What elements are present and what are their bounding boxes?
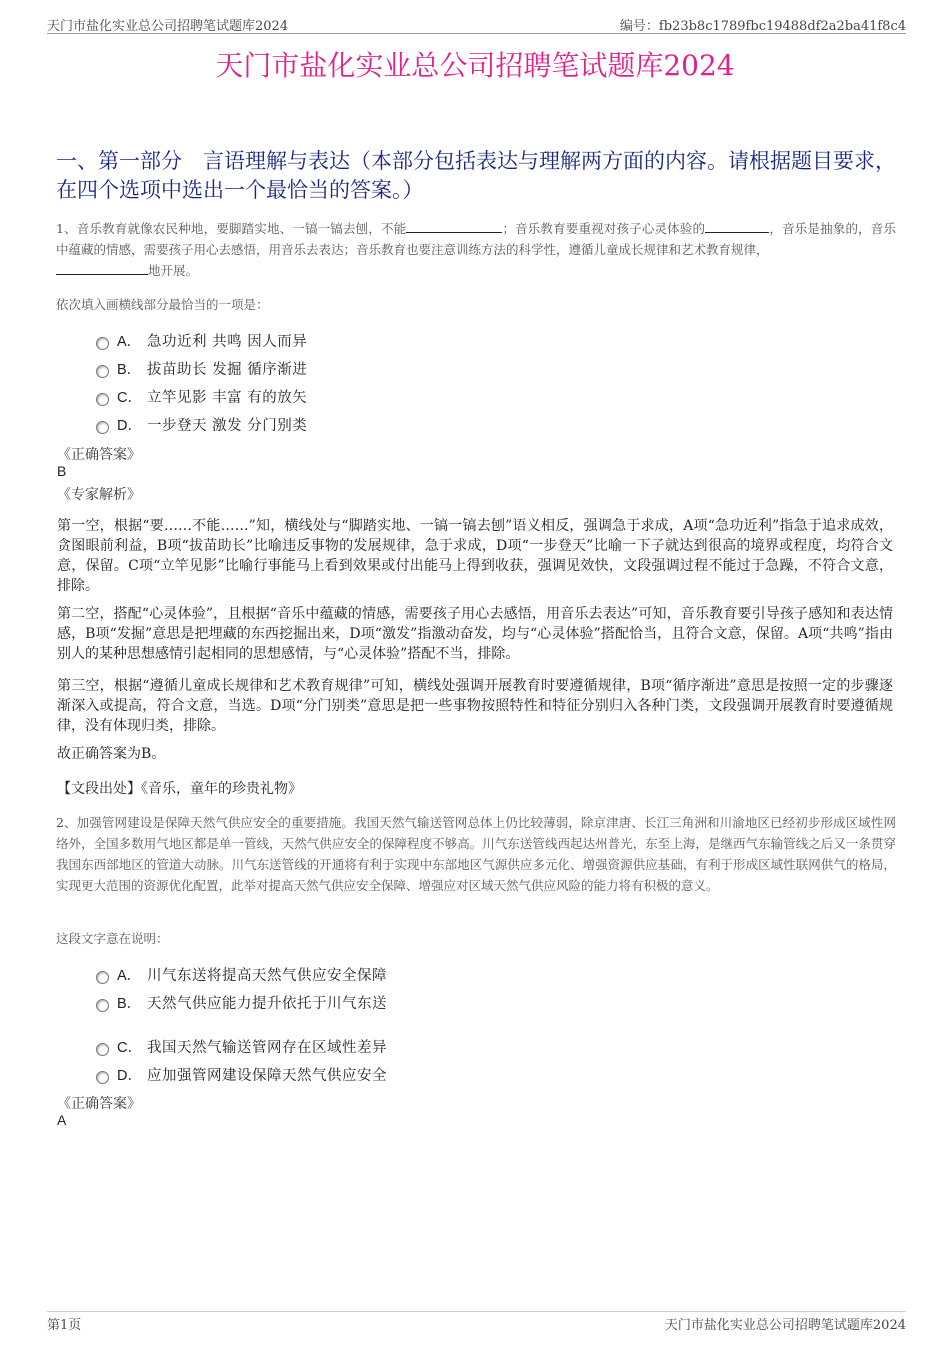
- answer-value: B: [57, 463, 67, 479]
- radio-button[interactable]: [96, 999, 109, 1012]
- header-doc-title: 天门市盐化实业总公司招聘笔试题库2024: [47, 19, 289, 34]
- q1-option-d[interactable]: D． 一步登天 激发 分门别类: [96, 414, 307, 435]
- answer-label: 《正确答案》: [57, 447, 141, 463]
- footer-doc-title: 天门市盐化实业总公司招聘笔试题库2024: [664, 1318, 906, 1333]
- analysis-label: 《专家解析》: [57, 487, 141, 503]
- q1-option-c[interactable]: C． 立竿见影 丰富 有的放矢: [96, 386, 307, 407]
- radio-button[interactable]: [96, 421, 109, 434]
- question-1-prompt: 依次填入画横线部分最恰当的一项是：: [56, 297, 269, 312]
- footer-divider: [47, 1311, 906, 1312]
- radio-button[interactable]: [96, 971, 109, 984]
- analysis-conclusion: 故正确答案为B。: [57, 746, 166, 762]
- radio-button[interactable]: [96, 393, 109, 406]
- question-2-text: 2、加强管网建设是保障天然气供应安全的重要措施。我国天然气输送管网总体上仍比较薄弱，除京津唐、长江三角洲和川渝地区已经初步形成区域性网络外，全国多数用气地区都是单一管线，天然气供应安全的保障程度不够高。川气东送管线西起达州普光，东至上海，是继西气东输管线之后又一条贯穿我国东西部地区的管道大动脉。川气东送管线的开通将有利于实现中东部地区气源供应多元化、增强资源供应基础，有利于形成区域性联网供气的格局，实现更大范围的资源优化配置，此举对提高天然气供应安全保障、增强应对区域天然气供应风险的能力将有积极的意义。: [56, 815, 896, 893]
- radio-button[interactable]: [96, 1043, 109, 1056]
- q2-option-b[interactable]: B． 天然气供应能力提升依托于川气东送: [96, 992, 387, 1013]
- radio-button[interactable]: [96, 1071, 109, 1084]
- page-number: 第1页: [47, 1318, 82, 1333]
- source-citation: 【文段出处】《音乐，童年的珍贵礼物》: [57, 781, 302, 797]
- question-2-prompt: 这段文字意在说明：: [56, 931, 169, 946]
- q2-option-d[interactable]: D． 应加强管网建设保障天然气供应安全: [96, 1064, 387, 1085]
- header-doc-id: 编号：fb23b8c1789fbc19488df2a2ba41f8c4: [619, 19, 906, 34]
- q1-option-b[interactable]: B． 拔苗助长 发掘 循序渐进: [96, 358, 307, 379]
- page-title: 天门市盐化实业总公司招聘笔试题库2024: [215, 49, 735, 82]
- analysis-paragraph-3: 第三空，根据“遵循儿童成长规律和艺术教育规律”可知，横线处强调开展教育时要遵循规律，B项“循序渐进”意思是按照一定的步骤逐渐深入或提高，符合文意，当选。D项“分门别类”意思是把一些事物按照特性和特征分别归入各种门类，文段强调开展教育时要遵循规律，没有体现归类，排除。: [57, 678, 893, 734]
- q1-option-a[interactable]: A． 急功近利 共鸣 因人而异: [96, 330, 307, 351]
- header-divider: [47, 33, 906, 34]
- section-title: 一、第一部分 言语理解与表达（本部分包括表达与理解两方面的内容。请根据题目要求，在四个选项中选出一个最恰当的答案。）: [56, 149, 896, 202]
- q2-option-a[interactable]: A． 川气东送将提高天然气供应安全保障: [96, 964, 387, 985]
- radio-button[interactable]: [96, 365, 109, 378]
- answer-value: A: [57, 1112, 67, 1128]
- fill-blank: [56, 261, 148, 275]
- fill-blank: [406, 219, 502, 233]
- q2-option-c[interactable]: C． 我国天然气输送管网存在区域性差异: [96, 1036, 387, 1057]
- analysis-paragraph-1: 第一空，根据“要……不能……”知，横线处与“脚踏实地、一镐一镐去刨”语义相反，强调急于求成，A项“急功近利”指急于追求成效，贪图眼前利益，B项“拔苗助长”比喻违反事物的发展规律，急于求成，D项“一步登天”比喻一下子就达到很高的境界或程度，均符合文意，保留。C项“立竿见影”比喻行事能马上看到效果或付出能马上得到收获，强调见效快，文段强调过程不能过于急躁，不符合文意，排除。: [57, 518, 893, 594]
- question-1-text: 1、音乐教育就像农民种地，要脚踏实地、一镐一镐去刨，不能 ；音乐教育要重视对孩子心灵体验的 ，音乐是抽象的，音乐中蕴藏的情感，需要孩子用心去感悟，用音乐去表达；音乐教育也要注意训练方法的科学性，遵循儿童成长规律和艺术教育规律， 地开展。: [56, 221, 896, 278]
- answer-label: 《正确答案》: [57, 1096, 141, 1112]
- radio-button[interactable]: [96, 337, 109, 350]
- fill-blank: [705, 219, 769, 233]
- analysis-paragraph-2: 第二空，搭配“心灵体验”，且根据“音乐中蕴藏的情感，需要孩子用心去感悟，用音乐去表达”可知，音乐教育要引导孩子感知和表达情感，B项“发掘”意思是把埋藏的东西挖掘出来，D项“激发”指激动奋发，均与“心灵体验”搭配恰当，且符合文意，保留。A项“共鸣”指由别人的某种思想感情引起相同的思想感情，与“心灵体验”搭配不当，排除。: [57, 606, 893, 662]
